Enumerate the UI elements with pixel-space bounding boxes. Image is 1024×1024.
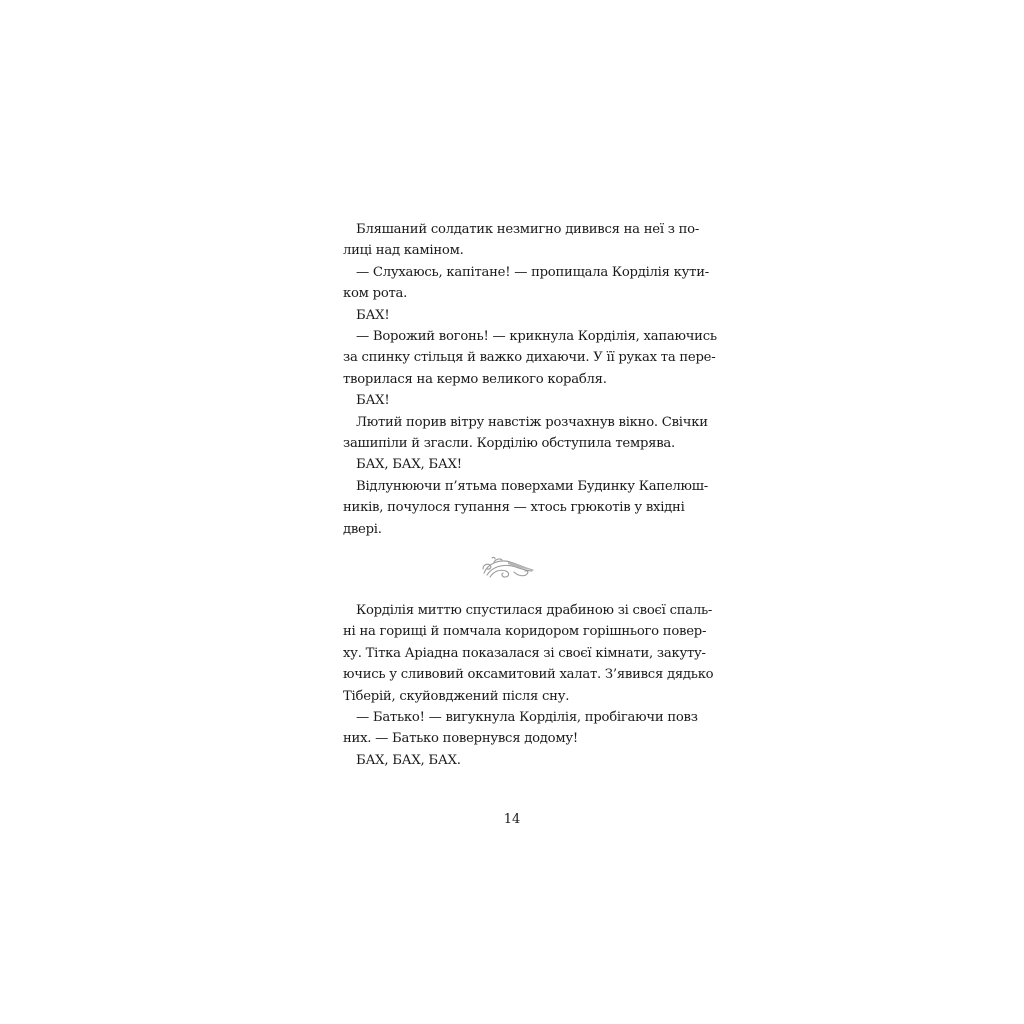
paragraph: [343, 219, 700, 262]
text-line: — Батько! — вигукнула Корділія, пробігаючи повз: [356, 710, 698, 726]
paragraph: [343, 390, 681, 411]
text-section-1: [343, 219, 717, 540]
text-line: Відлунюючи п’ятьма поверхами Будинку Капелюш-: [356, 478, 708, 494]
text-line: БАХ, БАХ, БАХ.: [356, 752, 461, 768]
paragraph: [343, 454, 681, 475]
flourish-ornament-icon: [478, 553, 538, 581]
paragraph: [343, 305, 681, 326]
text-line: Корділія миттю спустилася драбиною зі своєї спаль-: [356, 603, 713, 618]
text-line: БАХ!: [356, 307, 390, 323]
text-line: ком рота.: [343, 286, 408, 302]
text-line: двері.: [343, 521, 382, 537]
text-line: за спинку стільця й важко дихаючи. У її руках та пере-: [343, 350, 716, 366]
text-line: — Слухаюсь, капітане! — пропищала Корділія кути-: [356, 264, 709, 280]
text-line: них. — Батько повернувся додому!: [343, 731, 578, 747]
text-line: ників, почулося гупання — хтось грюкотів у вхідні: [343, 500, 685, 516]
text-line: ючись у сливовий оксамитовий халат. З’явився дядько: [343, 667, 714, 683]
paragraph: [343, 412, 708, 455]
paragraph: [343, 600, 714, 707]
paragraph: [343, 326, 717, 390]
text-line: ні на горищі й помчала коридором горішнього повер-: [343, 624, 707, 640]
text-line: Бляшаний солдатик незмигно дивився на неї з по-: [356, 222, 700, 237]
text-line: Тіберій, скуйовджений після сну.: [343, 688, 570, 704]
text-section-2: [343, 600, 714, 771]
paragraph: [343, 476, 708, 540]
text-line: Лютий порив вітру навстіж розчахнув вікно. Свічки: [356, 414, 708, 430]
text-line: зашипіли й згасли. Корділію обступила темрява.: [343, 436, 675, 452]
paragraph: [343, 750, 681, 771]
text-line: БАХ!: [356, 393, 390, 409]
text-line: — Ворожий вогонь! — крикнула Корділія, хапаючись: [356, 329, 717, 345]
text-line: лиці над каміном.: [343, 243, 464, 259]
text-line: творилася на кермо великого корабля.: [343, 371, 607, 387]
text-line: БАХ, БАХ, БАХ!: [356, 457, 462, 473]
paragraph: [343, 707, 698, 750]
text-line: ху. Тітка Аріадна показалася зі своєї кімнати, закуту-: [343, 645, 706, 661]
page-number: 14: [503, 812, 521, 827]
paragraph: [343, 262, 709, 305]
